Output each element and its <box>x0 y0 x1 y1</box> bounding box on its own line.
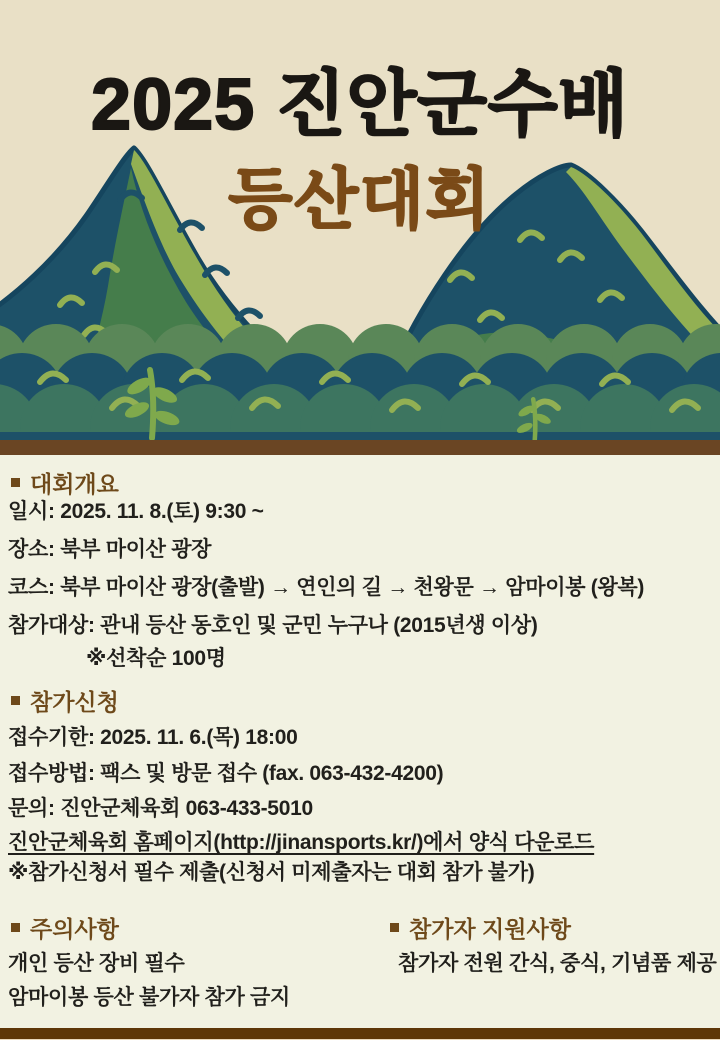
overview-course: 코스: 북부 마이산 광장(출발) → 연인의 길 → 천왕문 → 암마이봉 (왕복) <box>8 576 645 599</box>
footer-bar <box>0 1028 720 1039</box>
overview-date: 일시: 2025. 11. 8.(토) 9:30 ~ <box>8 500 264 523</box>
apply-contact: 문의: 진안군체육회 063-433-5010 <box>8 797 313 820</box>
caution-line1: 개인 등산 장비 필수 <box>8 952 185 975</box>
bullet-square-icon <box>390 923 399 932</box>
section-heading-text: 참가자 지원사항 <box>409 916 571 942</box>
bullet-square-icon <box>11 478 20 487</box>
poster-subtitle: 등산대회 <box>228 162 492 236</box>
section-heading-text: 주의사항 <box>30 916 119 942</box>
poster-body <box>0 455 720 1028</box>
divider-bar <box>0 440 720 455</box>
overview-eligibility: 참가대상: 관내 등산 동호인 및 군민 누구나 (2015년생 이상) <box>8 614 538 637</box>
section-heading-apply <box>11 684 119 717</box>
apply-note: ※참가신청서 필수 제출(신청서 미제출자는 대회 참가 불가) <box>8 861 535 884</box>
website-link[interactable]: 진안군체육회 홈페이지(http://jinansports.kr/)에서 양식 다운로드 <box>8 831 595 854</box>
bullet-square-icon <box>11 696 20 705</box>
overview-note: ※선착순 100명 <box>86 647 226 670</box>
section-heading-text: 대회개요 <box>30 471 119 497</box>
support-line1: 참가자 전원 간식, 중식, 기념품 제공 <box>398 952 717 975</box>
bullet-square-icon <box>11 923 20 932</box>
poster-title: 2025 진안군수배 <box>91 65 629 145</box>
section-heading-support <box>390 911 571 944</box>
section-heading-caution <box>11 911 119 944</box>
caution-line2: 암마이봉 등산 불가자 참가 금지 <box>8 986 290 1009</box>
apply-method: 접수방법: 팩스 및 방문 접수 (fax. 063-432-4200) <box>8 762 444 785</box>
section-heading-text: 참가신청 <box>30 689 119 715</box>
apply-deadline: 접수기한: 2025. 11. 6.(목) 18:00 <box>8 726 298 749</box>
poster-header <box>0 0 720 455</box>
overview-place: 장소: 북부 마이산 광장 <box>8 538 212 561</box>
